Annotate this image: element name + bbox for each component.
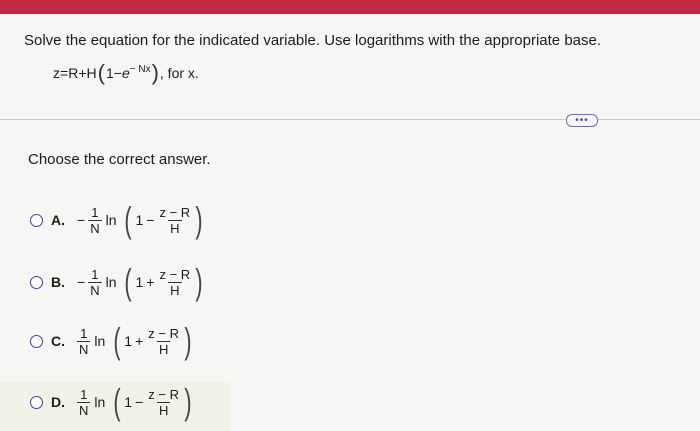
option-c-frac — [146, 326, 181, 357]
option-d-op: − — [135, 394, 144, 410]
option-c-frac-num: z − R — [148, 325, 179, 341]
eq-plus: + — [78, 65, 87, 81]
option-a-frac-num: z − R — [159, 204, 191, 220]
option-c-close-paren: ) — [184, 320, 192, 361]
option-d-letter: D. — [51, 394, 65, 410]
option-a-frac — [157, 205, 192, 236]
option-d-open-paren: ( — [113, 381, 121, 422]
option-c-one: 1 — [124, 333, 133, 349]
option-d-frac-num: z − R — [148, 386, 179, 402]
eq-r: R — [68, 65, 79, 81]
eq-one: 1 — [105, 65, 114, 81]
option-b-op: + — [146, 274, 155, 290]
option-d-inner — [124, 387, 181, 418]
option-c-open-paren: ( — [113, 320, 121, 361]
option-d-one: 1 — [124, 394, 133, 410]
option-c[interactable] — [30, 318, 194, 364]
option-c-ln: ln — [94, 333, 106, 349]
option-b-inner — [135, 267, 192, 298]
option-b-close-paren: ) — [195, 261, 203, 302]
eq-close-paren: ) — [151, 60, 159, 85]
option-d-radio[interactable] — [30, 396, 43, 409]
more-options-button[interactable]: ••• — [566, 114, 598, 127]
eq-suffix: , for x. — [159, 65, 199, 81]
option-c-letter: C. — [51, 333, 65, 349]
eq-e: e — [121, 65, 130, 81]
option-b-coef-num: 1 — [91, 266, 99, 282]
option-b-frac-num: z − R — [159, 266, 191, 282]
option-b-one: 1 — [135, 274, 144, 290]
option-b-letter: B. — [51, 274, 65, 290]
option-a[interactable] — [30, 197, 205, 243]
option-a-ln: ln — [105, 212, 117, 228]
option-a-op: − — [146, 212, 155, 228]
option-a-coef — [88, 205, 101, 236]
option-a-close-paren: ) — [195, 199, 203, 240]
option-b-frac-den: H — [170, 282, 180, 298]
option-b-frac — [157, 267, 192, 298]
option-d-coef-num: 1 — [80, 386, 88, 402]
answer-prompt: Choose the correct answer. — [28, 151, 211, 168]
option-a-letter: A. — [51, 212, 65, 228]
option-a-frac-den: H — [170, 220, 180, 236]
option-b-coef — [88, 267, 101, 298]
option-b[interactable] — [30, 259, 205, 305]
eq-h: H — [86, 65, 97, 81]
eq-exponent: − Nx — [129, 63, 151, 75]
option-a-inner — [135, 205, 192, 236]
option-b-ln: ln — [105, 274, 117, 290]
option-c-coef-den: N — [79, 341, 89, 357]
option-a-one: 1 — [135, 212, 144, 228]
option-a-coef-den: N — [90, 220, 100, 236]
option-d-coef-den: N — [79, 402, 89, 418]
option-d-coef — [77, 387, 90, 418]
question-instruction: Solve the equation for the indicated variable. Use logarithms with the appropriate base. — [24, 32, 602, 49]
option-a-coef-num: 1 — [91, 204, 99, 220]
option-a-neg: − — [77, 212, 86, 228]
option-a-open-paren: ( — [124, 199, 133, 240]
eq-lhs: z — [53, 65, 60, 81]
option-c-frac-den: H — [158, 341, 169, 357]
option-d-frac — [146, 387, 181, 418]
option-c-radio[interactable] — [30, 335, 43, 348]
option-d[interactable] — [30, 379, 194, 425]
option-b-neg: − — [77, 274, 86, 290]
eq-minus: − — [113, 65, 122, 81]
option-b-coef-den: N — [90, 282, 100, 298]
question-equation — [53, 62, 199, 84]
eq-open-paren: ( — [97, 60, 105, 85]
option-c-op: + — [135, 333, 144, 349]
option-d-ln: ln — [94, 394, 106, 410]
option-a-radio[interactable] — [30, 214, 43, 227]
option-c-coef-num: 1 — [80, 325, 88, 341]
option-c-inner — [124, 326, 181, 357]
eq-equals: = — [60, 65, 69, 81]
option-b-open-paren: ( — [124, 261, 133, 302]
option-c-coef — [77, 326, 90, 357]
option-d-frac-den: H — [158, 402, 169, 418]
header-bar — [0, 0, 700, 14]
option-b-radio[interactable] — [30, 276, 43, 289]
option-d-close-paren: ) — [184, 381, 192, 422]
